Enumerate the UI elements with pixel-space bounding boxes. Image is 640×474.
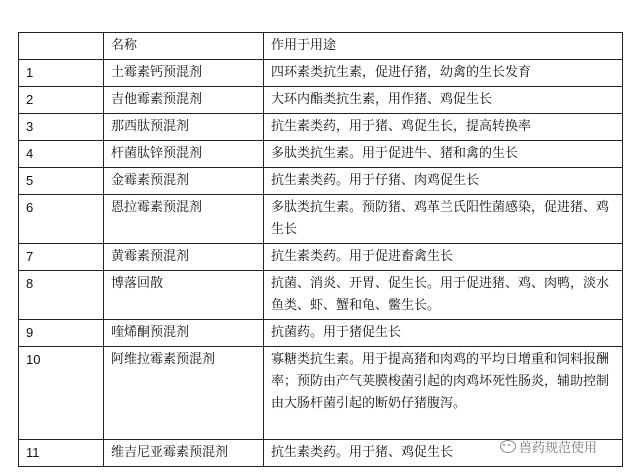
row-use: 寡糖类抗生素。用于提高猪和肉鸡的平均日增重和饲料报酬率；预防由产气荚膜梭菌引起的肉鸡坏死性肠炎，辅助控制由大肠杆菌引起的断奶仔猪腹泻。 [264, 347, 623, 440]
row-number: 4 [19, 141, 104, 168]
row-use: 四环素类抗生素，促进仔猪，幼禽的生长发育 [264, 60, 623, 87]
row-number: 9 [19, 320, 104, 347]
row-use: 抗生素类药，用于猪、鸡促生长，提高转换率 [264, 114, 623, 141]
table-row [19, 271, 623, 320]
table-row [19, 347, 623, 440]
watermark-text: 兽药规范使用 [519, 441, 598, 456]
row-number: 7 [19, 244, 104, 271]
row-name: 博落回散 [104, 271, 264, 320]
table-row [19, 141, 623, 168]
table-row [19, 87, 623, 114]
row-number: 1 [19, 60, 104, 87]
row-name: 黄霉素预混剂 [104, 244, 264, 271]
row-use: 多肽类抗生素。预防猪、鸡革兰氏阳性菌感染，促进猪、鸡生长 [264, 195, 623, 244]
row-use: 抗菌、消炎、开胃、促生长。用于促进猪、鸡、肉鸭，淡水鱼类、虾、蟹和龟、鳖生长。 [264, 271, 623, 320]
row-name: 吉他霉素预混剂 [104, 87, 264, 114]
row-number: 10 [19, 347, 104, 440]
table-row [19, 114, 623, 141]
row-name: 杆菌肽锌预混剂 [104, 141, 264, 168]
table-row [19, 320, 623, 347]
row-number: 11 [19, 440, 104, 467]
row-number: 2 [19, 87, 104, 114]
row-name: 维吉尼亚霉素预混剂 [104, 440, 264, 467]
row-use: 抗生素类药。用于仔猪、肉鸡促生长 [264, 168, 623, 195]
row-name: 那西肽预混剂 [104, 114, 264, 141]
header-name: 名称 [104, 33, 264, 60]
table-header-row [19, 33, 623, 60]
row-number: 8 [19, 271, 104, 320]
table-row [19, 168, 623, 195]
wechat-icon [500, 440, 516, 453]
row-number: 6 [19, 195, 104, 244]
watermark [500, 437, 597, 456]
header-use: 作用于用途 [264, 33, 623, 60]
row-use: 抗生素类药。用于猪、鸡促生长 [264, 440, 623, 467]
row-number: 5 [19, 168, 104, 195]
row-use: 抗生素类药。用于促进畜禽生长 [264, 244, 623, 271]
row-use: 大环内酯类抗生素，用作猪、鸡促生长 [264, 87, 623, 114]
row-name: 喹烯酮预混剂 [104, 320, 264, 347]
row-name: 土霉素钙预混剂 [104, 60, 264, 87]
row-use: 抗菌药。用于猪促生长 [264, 320, 623, 347]
table-row [19, 60, 623, 87]
row-name: 恩拉霉素预混剂 [104, 195, 264, 244]
table-row [19, 244, 623, 271]
row-name: 阿维拉霉素预混剂 [104, 347, 264, 440]
drug-table [18, 32, 623, 467]
row-use: 多肽类抗生素。用于促进牛、猪和禽的生长 [264, 141, 623, 168]
table-row [19, 195, 623, 244]
row-number: 3 [19, 114, 104, 141]
row-name: 金霉素预混剂 [104, 168, 264, 195]
header-number [19, 33, 104, 60]
